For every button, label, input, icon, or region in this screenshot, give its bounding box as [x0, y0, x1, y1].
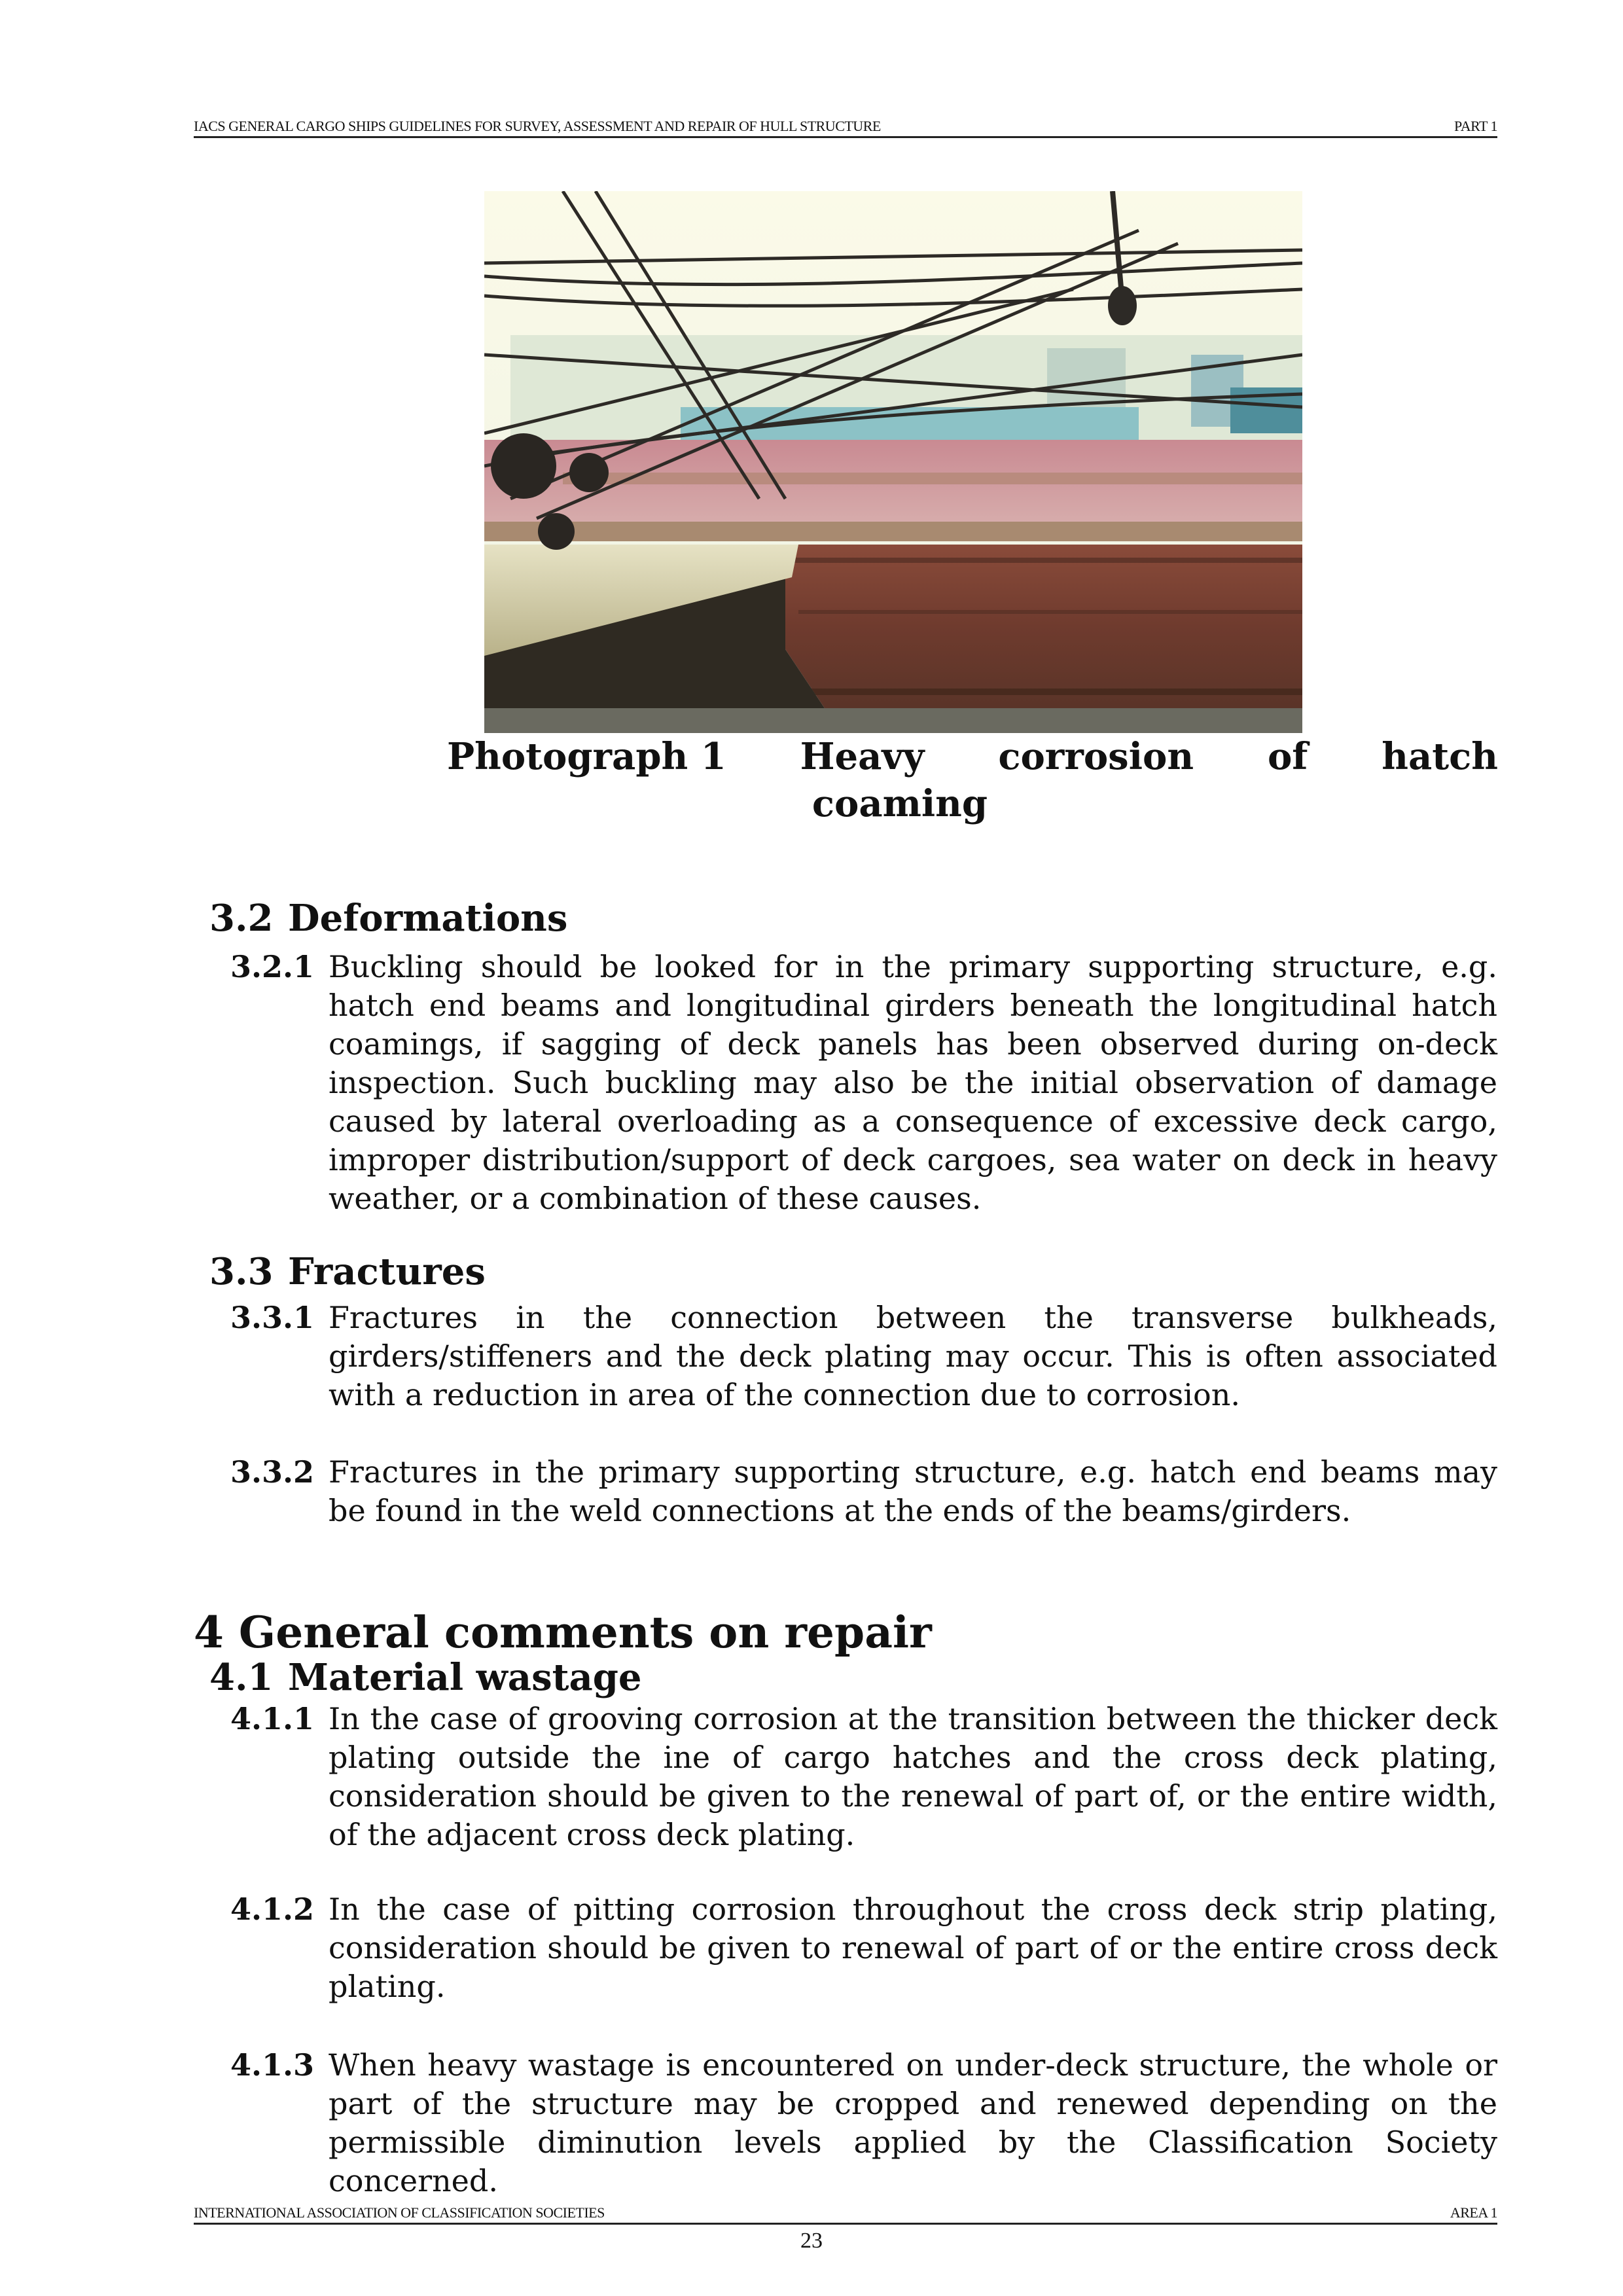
caption-word: corrosion	[998, 735, 1194, 778]
caption-word: of	[1267, 735, 1308, 778]
footer-organization: INTERNATIONAL ASSOCIATION OF CLASSIFICATION SOCIETIES	[194, 2204, 605, 2221]
section-heading-4: 4 General comments on repair	[194, 1607, 932, 1658]
photograph-1	[484, 191, 1302, 733]
page-footer	[194, 2204, 1497, 2225]
footer-area: AREA 1	[1450, 2204, 1497, 2221]
paragraph-3-2-1: 3.2.1 Buckling should be looked for in the primary supporting structure, e.g. hatch end beams and longitudinal girders beneath the longitudinal hatch coamings, if sagging of deck panels has been observed during on-deck inspection. Such buckling may also be the initial observation of damage caused by lateral overloading as a consequence of excessive deck cargo, improper distribution/support of deck cargoes, sea water on deck in heavy weather, or a combination of these causes.	[230, 949, 1497, 1216]
section-heading-3-3: 3.3 Fractures	[209, 1250, 486, 1293]
caption-word: Photograph 1	[447, 735, 726, 778]
section-heading-4-1: 4.1 Material wastage	[209, 1656, 642, 1699]
paragraph-4-1-3: 4.1.3 When heavy wastage is encountered on under-deck structure, the whole or part of the structure may be cropped and renewed depending on the permissible diminution levels applied by the Classification Society concerned.	[230, 2047, 1497, 2198]
page-header	[194, 118, 1497, 138]
header-title: IACS GENERAL CARGO SHIPS GUIDELINES FOR SURVEY, ASSESSMENT AND REPAIR OF HULL STRUCTURE	[194, 118, 881, 134]
paragraph-4-1-1: 4.1.1 In the case of grooving corrosion at the transition between the thicker deck plating outside the ine of cargo hatches and the cross deck plating, consideration should be given to the renewal of part of, or the entire width, of the adjacent cross deck plating.	[230, 1701, 1497, 1852]
paragraph-3-3-1: 3.3.1 Fractures in the connection between the transverse bulkheads, girders/stiffeners and the deck plating may occur. This is often associated with a reduction in area of the connection due to corrosion.	[230, 1300, 1497, 1412]
photo-caption	[447, 733, 1498, 827]
paragraph-4-1-2: 4.1.2 In the case of pitting corrosion throughout the cross deck strip plating, consideration should be given to renewal of part of or the entire cross deck plating.	[230, 1892, 1497, 2004]
section-heading-3-2: 3.2 Deformations	[209, 897, 568, 940]
paragraph-3-3-2: 3.3.2 Fractures in the primary supporting structure, e.g. hatch end beams may be found in the weld connections at the ends of the beams/girders.	[230, 1454, 1497, 1528]
caption-line2: coaming	[812, 782, 988, 825]
page-number: 23	[800, 2229, 823, 2253]
header-part: PART 1	[1454, 118, 1497, 134]
caption-word: Heavy	[800, 735, 925, 778]
caption-word: hatch	[1382, 735, 1498, 778]
